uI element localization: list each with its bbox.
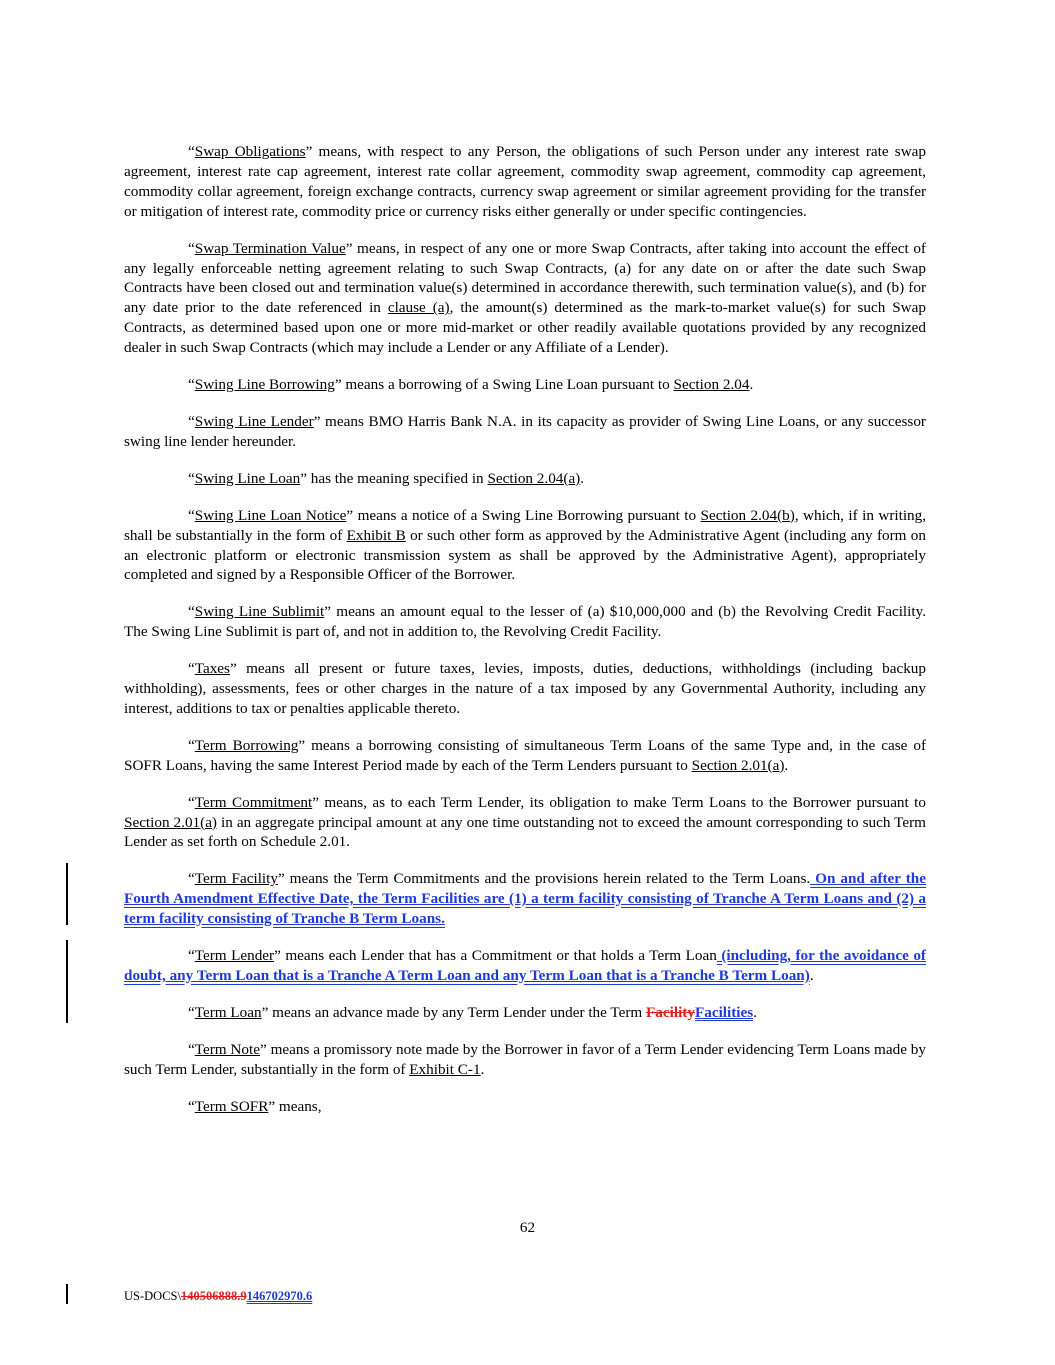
inserted-text: Facilities: [694, 1003, 754, 1021]
change-bar: [66, 863, 68, 925]
definition-term-loan: “Term Loan” means an advance made by any Term Lender under the Term FacilityFacilities.: [124, 1003, 926, 1023]
defined-term: Term Lender: [194, 947, 275, 965]
cross-reference: Section 2.04: [673, 376, 750, 394]
defined-term: Term Facility: [194, 870, 278, 888]
definition-swing-line-lender: “Swing Line Lender” means BMO Harris Bank N.A. in its capacity as provider of Swing Line Loans, or any successor swing line lender hereunder.: [124, 412, 926, 450]
cross-reference: Section 2.04(b): [700, 506, 795, 524]
definition-term-sofr: “Term SOFR” means,: [188, 1097, 322, 1115]
defined-term: Term Commitment: [194, 793, 313, 811]
cross-reference: Section 2.04(a): [487, 469, 581, 487]
defined-term: Swap Termination Value: [194, 239, 346, 257]
page-number: 62: [519, 1219, 536, 1236]
definition-taxes: “Taxes” means all present or future taxes, levies, imposts, duties, deductions, withholdings (including backup withholding), assessments, fees or other charges in the nature of a tax imposed by any Governmental Authority, including any interest, additions to tax or penalties applicable thereto.: [124, 660, 926, 717]
defined-term: Swing Line Lender: [194, 412, 314, 430]
change-bar: [66, 1284, 68, 1304]
deleted-text: Facility: [646, 1003, 695, 1021]
definition-term-borrowing: “Term Borrowing” means a borrowing consisting of simultaneous Term Loans of the same Type and, in the case of SOFR Loans, having the same Interest Period made by each of the Term Lenders pursuant to Section 2.01(a).: [124, 736, 927, 774]
definition-swing-line-borrowing: “Swing Line Borrowing” means a borrowing of a Swing Line Loan pursuant to Section 2.04.: [188, 376, 754, 394]
definition-term-note: “Term Note” means a promissory note made by the Borrower in favor of a Term Lender evidencing Term Loans made by such Term Lender, substantially in the form of Exhibit C-1.: [124, 1040, 926, 1078]
change-bar: [66, 1001, 68, 1023]
document-id-footer: [124, 1289, 312, 1304]
footer-prefix: US-DOCS\: [124, 1289, 181, 1303]
cross-reference: clause (a): [387, 299, 450, 317]
defined-term: Swing Line Borrowing: [194, 376, 335, 394]
definition-swing-line-loan: “Swing Line Loan” has the meaning specified in Section 2.04(a).: [188, 469, 585, 487]
deleted-text: 140506888.9: [180, 1289, 247, 1303]
definition-swing-line-loan-notice: “Swing Line Loan Notice” means a notice of a Swing Line Borrowing pursuant to Section 2.04(b), which, if in writing, shall be substantially in the form of Exhibit B or such other form as approved by the Administrative Agent (including any form on an electronic platform or electronic transmission system as shall be approved by the Administrative Agent), appropriately completed and signed by a Responsible Officer of the Borrower.: [124, 506, 927, 584]
document-body: [124, 142, 926, 1134]
inserted-text: (including, for the avoidance of doubt, any Term Loan that is a Tranche A Term Loan and any Term Loan that is a Tranche B Term Loan): [124, 947, 926, 984]
cross-reference: Section 2.01(a): [691, 756, 785, 774]
defined-term: Term Loan: [194, 1003, 262, 1021]
definition-term-lender: “Term Lender” means each Lender that has a Commitment or that holds a Term Loan (including, for the avoidance of doubt, any Term Loan that is a Tranche A Term Loan and any Term Loan that is a Tranche B Term Loan).: [124, 946, 926, 986]
defined-term: Term SOFR: [194, 1097, 269, 1115]
definition-swap-termination-value: “Swap Termination Value” means, in respect of any one or more Swap Contracts, after taking into account the effect of any legally enforceable netting agreement relating to such Swap Contracts, (a) for any date on or after the date such Swap Contracts have been closed out and termination value(s) determined in accordance therewith, such termination value(s), and (b) for any date prior to the date referenced in clause (a), the amount(s) determined as the mark-to-market value(s) for such Swap Contracts, as determined based upon one or more mid-market or other readily available quotations provided by any recognized dealer in such Swap Contracts (which may include a Lender or any Affiliate of a Lender).: [124, 239, 926, 357]
defined-term: Taxes: [194, 660, 230, 678]
definition-swing-line-sublimit: “Swing Line Sublimit” means an amount equal to the lesser of (a) $10,000,000 and (b) the Revolving Credit Facility. The Swing Line Sublimit is part of, and not in addition to, the Revolving Credit Facility.: [124, 603, 926, 641]
definition-term-facility: “Term Facility” means the Term Commitments and the provisions herein related to the Term Loans. On and after the Fourth Amendment Effective Date, the Term Facilities are (1) a term facility consisting of Tranche A Term Loans and (2) a term facility consisting of Tranche B Term Loans.: [124, 869, 926, 929]
defined-term: Swing Line Sublimit: [194, 603, 325, 621]
cross-reference: Section 2.01(a): [124, 813, 217, 831]
defined-term: Term Borrowing: [194, 736, 299, 754]
defined-term: Swap Obligations: [194, 143, 306, 160]
inserted-text: On and after the Fourth Amendment Effective Date, the Term Facilities are (1) a term facility consisting of Tranche A Term Loans and (2) a term facility consisting of Tranche B Term Loans.: [124, 870, 926, 928]
cross-reference: Exhibit C-1: [409, 1060, 481, 1078]
change-bar: [66, 940, 68, 1002]
definition-swap-obligations: “Swap Obligations” means, with respect to any Person, the obligations of such Person under any interest rate swap agreement, interest rate cap agreement, interest rate collar agreement, commodity swap agreement, commodity cap agreement, commodity collar agreement, foreign exchange contracts, currency swap agreement or similar agreement providing for the transfer or mitigation of interest rate, commodity price or currency risks either generally or under specific contingencies.: [124, 143, 927, 220]
definition-term-commitment: “Term Commitment” means, as to each Term Lender, its obligation to make Term Loans to the Borrower pursuant to Section 2.01(a) in an aggregate principal amount at any one time outstanding not to exceed the amount corresponding to such Term Lender as set forth on Schedule 2.01.: [124, 793, 926, 851]
inserted-text: 146702970.6: [246, 1289, 313, 1303]
defined-term: Swing Line Loan Notice: [194, 506, 347, 524]
defined-term: Swing Line Loan: [194, 469, 301, 487]
cross-reference: Exhibit B: [346, 526, 406, 544]
defined-term: Term Note: [194, 1040, 260, 1058]
